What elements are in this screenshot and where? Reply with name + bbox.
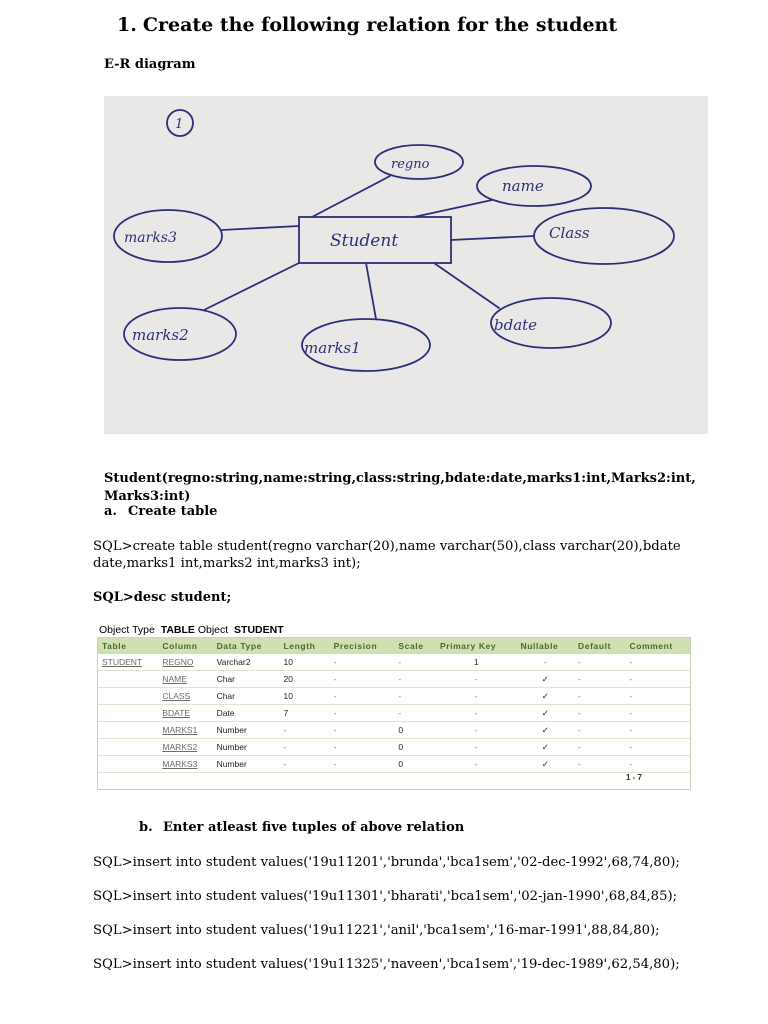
nullable-check-icon: ✓: [517, 688, 575, 705]
table-row: [98, 671, 690, 688]
header-primary-key: Primary Key: [436, 638, 517, 654]
cell-column-link[interactable]: REGNO: [158, 654, 212, 671]
cell: Date: [213, 705, 280, 722]
cell: 7: [280, 705, 330, 722]
cell-column-link[interactable]: BDATE: [158, 705, 212, 722]
object-type-label: Object Type: [99, 624, 155, 636]
insert-sql-2: SQL>insert into student values('19u11301','bharati','bca1sem','02-jan-1990',68,84,85);: [93, 889, 678, 904]
cell: -: [394, 671, 436, 688]
cell: -: [574, 654, 625, 671]
cell: -: [436, 671, 517, 688]
schema-line-1: Student(regno:string,name:string,class:string,bdate:date,marks1:int,Marks2:int,: [104, 471, 696, 486]
cell: Number: [213, 722, 280, 739]
object-value: STUDENT: [234, 624, 284, 636]
section-b-title: Enter atleast five tuples of above relation: [163, 820, 465, 835]
cell: -: [330, 671, 395, 688]
cell: [98, 671, 158, 688]
section-b-letter: b.: [139, 820, 153, 835]
section-a-title: Create table: [128, 504, 218, 519]
cell: 10: [280, 688, 330, 705]
cell: -: [280, 739, 330, 756]
nullable-check-icon: ✓: [517, 739, 575, 756]
header-table: Table: [98, 638, 158, 654]
nullable-check-icon: ✓: [517, 722, 575, 739]
cell: -: [330, 688, 395, 705]
attr-label-marks2: marks2: [132, 326, 189, 344]
header-nullable: Nullable: [517, 638, 575, 654]
page-heading: [117, 14, 617, 36]
header-data-type: Data Type: [213, 638, 280, 654]
cell: -: [625, 688, 690, 705]
insert-sql-1: SQL>insert into student values('19u11201','brunda','bca1sem','02-dec-1992',68,74,80);: [93, 855, 680, 870]
cell: Char: [213, 688, 280, 705]
cell: [98, 722, 158, 739]
cell: [98, 705, 158, 722]
create-table-sql: [93, 538, 681, 572]
cell-column-link[interactable]: MARKS2: [158, 739, 212, 756]
cell-column-link[interactable]: MARKS1: [158, 722, 212, 739]
pagination-label: 1 - 7: [625, 773, 642, 782]
section-b-heading: [139, 820, 464, 835]
insert-sql-3: SQL>insert into student values('19u11221','anil','bca1sem','16-mar-1991',88,84,80);: [93, 923, 660, 938]
cell-column-link[interactable]: CLASS: [158, 688, 212, 705]
header-precision: Precision: [330, 638, 395, 654]
cell: -: [574, 688, 625, 705]
table-row: [98, 688, 690, 705]
table-row: [98, 654, 690, 671]
cell: -: [625, 756, 690, 773]
cell: -: [625, 671, 690, 688]
cell: -: [436, 705, 517, 722]
attr-label-marks1: marks1: [304, 339, 361, 357]
header-comment: Comment: [625, 638, 690, 654]
nullable-check-icon: ✓: [517, 671, 575, 688]
cell: Number: [213, 756, 280, 773]
cell: Char: [213, 671, 280, 688]
cell: -: [394, 654, 436, 671]
entity-label: Student: [330, 231, 399, 251]
header-scale: Scale: [394, 638, 436, 654]
cell: -: [330, 722, 395, 739]
er-diagram-label: E-R diagram: [104, 57, 196, 72]
object-type-line: [99, 624, 284, 636]
attr-label-class: Class: [549, 224, 590, 242]
header-length: Length: [280, 638, 330, 654]
cell: 20: [280, 671, 330, 688]
cell: -: [625, 722, 690, 739]
cell: -: [394, 705, 436, 722]
nullable-check-icon: ✓: [517, 756, 575, 773]
create-sql-line-2: date,marks1 int,marks2 int,marks3 int);: [93, 556, 361, 571]
cell: -: [574, 722, 625, 739]
cell: -: [280, 756, 330, 773]
cell-column-link[interactable]: MARKS3: [158, 756, 212, 773]
cell: -: [574, 756, 625, 773]
header-column: Column: [158, 638, 212, 654]
cell: -: [330, 756, 395, 773]
cell: [98, 688, 158, 705]
cell-column-link[interactable]: NAME: [158, 671, 212, 688]
desc-sql: SQL>desc student;: [93, 590, 232, 605]
heading-number: 1.: [117, 14, 137, 36]
table-row: [98, 722, 690, 739]
attr-label-name: name: [502, 177, 544, 195]
attr-label-bdate: bdate: [494, 316, 538, 334]
cell: 0: [394, 722, 436, 739]
cell: 1: [436, 654, 517, 671]
cell: -: [436, 756, 517, 773]
cell: 10: [280, 654, 330, 671]
section-a-letter: a.: [104, 504, 117, 519]
heading-text: Create the following relation for the student: [142, 14, 618, 36]
cell: -: [625, 739, 690, 756]
header-default: Default: [574, 638, 625, 654]
schema-line-2: Marks3:int): [104, 489, 191, 504]
cell: [98, 739, 158, 756]
table-row: [98, 705, 690, 722]
cell: -: [436, 722, 517, 739]
relation-schema: [104, 452, 724, 506]
desc-table-header-row: [98, 638, 690, 654]
attr-label-marks3: marks3: [124, 230, 177, 246]
insert-sql-4: SQL>insert into student values('19u11325','naveen','bca1sem','19-dec-1989',62,54,80);: [93, 957, 680, 972]
cell: -: [436, 688, 517, 705]
cell: 0: [394, 756, 436, 773]
section-a-heading: [104, 504, 217, 519]
cell: Number: [213, 739, 280, 756]
cell: -: [574, 671, 625, 688]
cell: -: [574, 705, 625, 722]
cell-table-link[interactable]: STUDENT: [98, 654, 158, 671]
object-label: Object: [197, 624, 229, 636]
cell: -: [517, 654, 575, 671]
cell: -: [436, 739, 517, 756]
cell: -: [330, 739, 395, 756]
table-row: [98, 739, 690, 756]
circle-number-text: 1: [175, 117, 184, 132]
cell: -: [330, 654, 395, 671]
cell: -: [330, 705, 395, 722]
object-type-value: TABLE: [160, 624, 195, 636]
cell: -: [280, 722, 330, 739]
er-diagram-photo: [104, 96, 708, 434]
cell: [98, 756, 158, 773]
cell: Varchar2: [213, 654, 280, 671]
nullable-check-icon: ✓: [517, 705, 575, 722]
desc-result-table: [97, 637, 691, 790]
cell: 0: [394, 739, 436, 756]
create-sql-line-1: SQL>create table student(regno varchar(20),name varchar(50),class varchar(20),bdate: [93, 539, 681, 554]
table-row: [98, 756, 690, 773]
cell: -: [394, 688, 436, 705]
cell: -: [625, 654, 690, 671]
attr-label-regno: regno: [391, 157, 430, 172]
cell: -: [574, 739, 625, 756]
er-diagram-drawing: [104, 96, 708, 434]
cell: -: [625, 705, 690, 722]
